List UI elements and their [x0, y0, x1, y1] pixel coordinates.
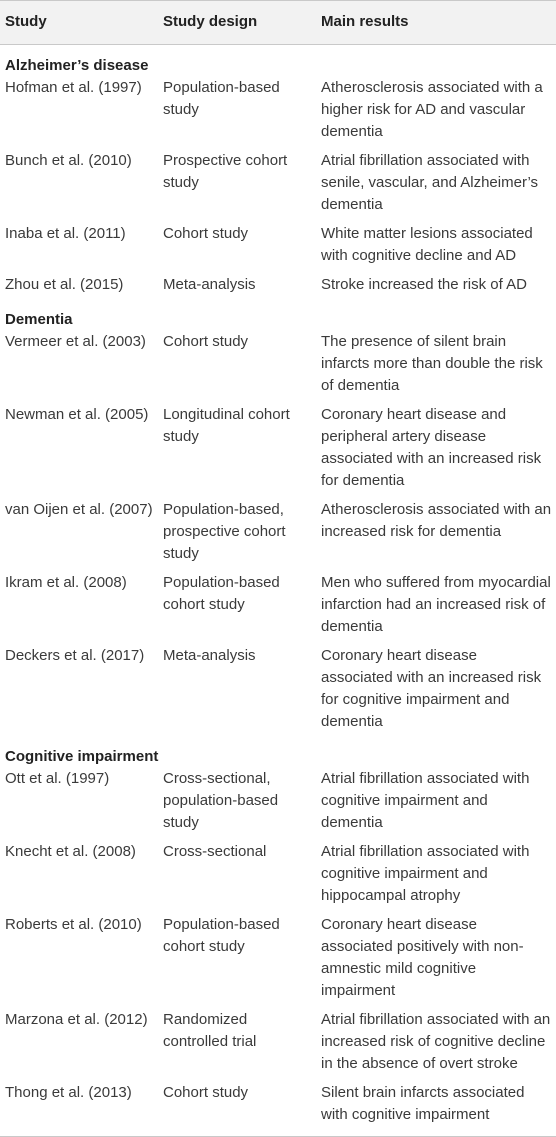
table-row: [0, 331, 556, 404]
study-cell: Vermeer et al. (2003): [5, 333, 146, 350]
main-results-cell: Coronary heart disease associated positively with non-amnestic mild cognitive impairment: [321, 916, 524, 999]
study-cell: Zhou et al. (2015): [5, 276, 124, 293]
table-body: [0, 45, 556, 1137]
study-cell: Roberts et al. (2010): [5, 916, 142, 933]
study-cell: Thong et al. (2013): [0, 1082, 158, 1137]
main-results-cell: Atherosclerosis associated with an increased risk for dementia: [321, 501, 552, 540]
study-cell: Deckers et al. (2017): [5, 647, 145, 664]
study-cell: van Oijen et al. (2007): [5, 501, 153, 518]
header-main-results: Main results: [316, 1, 556, 45]
study-design-cell: Meta-analysis: [163, 647, 256, 664]
table-header: [0, 1, 556, 45]
study-design-cell: Cohort study: [158, 1082, 316, 1137]
header-study-design: Study design: [158, 1, 316, 45]
table-row: [0, 1082, 556, 1137]
study-design-cell: Randomized controlled trial: [163, 1011, 257, 1050]
section-row: [0, 303, 556, 331]
study-design-cell: Meta-analysis: [163, 276, 256, 293]
study-design-cell: Population-based study: [163, 79, 280, 118]
main-results-cell: Atrial fibrillation associated with an increased risk of cognitive decline in the absence of overt stroke: [321, 1011, 551, 1072]
study-cell: Ikram et al. (2008): [5, 574, 127, 591]
main-results-cell: Atherosclerosis associated with a higher risk for AD and vascular dementia: [321, 79, 543, 140]
study-design-cell: Cross-sectional, population-based study: [163, 770, 279, 831]
table-row: [0, 404, 556, 499]
table-row: [0, 645, 556, 740]
study-cell: Marzona et al. (2012): [5, 1011, 148, 1028]
table-row: [0, 77, 556, 150]
main-results-cell: Coronary heart disease and peripheral artery disease associated with an increased risk for dementia: [321, 406, 542, 489]
main-results-cell: The presence of silent brain infarcts more than double the risk of dementia: [321, 333, 543, 394]
main-results-cell: White matter lesions associated with cognitive decline and AD: [321, 225, 533, 264]
study-design-cell: Population-based cohort study: [163, 574, 280, 613]
section-row: [0, 740, 556, 768]
table-row: [0, 150, 556, 223]
table-row: [0, 223, 556, 274]
study-cell: Knecht et al. (2008): [5, 843, 136, 860]
study-cell: Ott et al. (1997): [5, 770, 110, 787]
section-heading: Alzheimer’s disease: [5, 57, 149, 74]
study-cell: Hofman et al. (1997): [5, 79, 142, 96]
main-results-cell: Atrial fibrillation associated with cognitive impairment and hippocampal atrophy: [321, 843, 530, 904]
main-results-cell: Atrial fibrillation associated with senile, vascular, and Alzheimer’s dementia: [321, 152, 539, 213]
study-cell: Inaba et al. (2011): [5, 225, 126, 242]
study-cell: Bunch et al. (2010): [5, 152, 132, 169]
section-row: [0, 45, 556, 78]
study-design-cell: Longitudinal cohort study: [163, 406, 290, 445]
main-results-cell: Stroke increased the risk of AD: [321, 276, 527, 293]
main-results-cell: Men who suffered from myocardial infarction had an increased risk of dementia: [321, 574, 551, 635]
main-results-cell: Atrial fibrillation associated with cognitive impairment and dementia: [321, 770, 530, 831]
table-row: [0, 274, 556, 303]
study-design-cell: Population-based cohort study: [163, 916, 280, 955]
header-study: Study: [0, 1, 158, 45]
table-row: [0, 572, 556, 645]
study-design-cell: Cross-sectional: [163, 843, 267, 860]
section-heading: Cognitive impairment: [5, 748, 159, 765]
study-design-cell: Cohort study: [163, 225, 249, 242]
section-heading: Dementia: [5, 311, 73, 328]
table-row: [0, 768, 556, 841]
study-design-cell: Population-based, prospective cohort study: [163, 501, 286, 562]
table-row: [0, 914, 556, 1009]
study-design-cell: Cohort study: [163, 333, 249, 350]
main-results-cell: Silent brain infarcts associated with cognitive impairment: [316, 1082, 556, 1137]
study-cell: Newman et al. (2005): [5, 406, 149, 423]
header-row: [0, 1, 556, 45]
table-row: [0, 1009, 556, 1082]
table-row: [0, 499, 556, 572]
study-design-cell: Prospective cohort study: [163, 152, 288, 191]
main-results-cell: Coronary heart disease associated with an increased risk for cognitive impairment and dementia: [321, 647, 542, 730]
table-row: [0, 841, 556, 914]
